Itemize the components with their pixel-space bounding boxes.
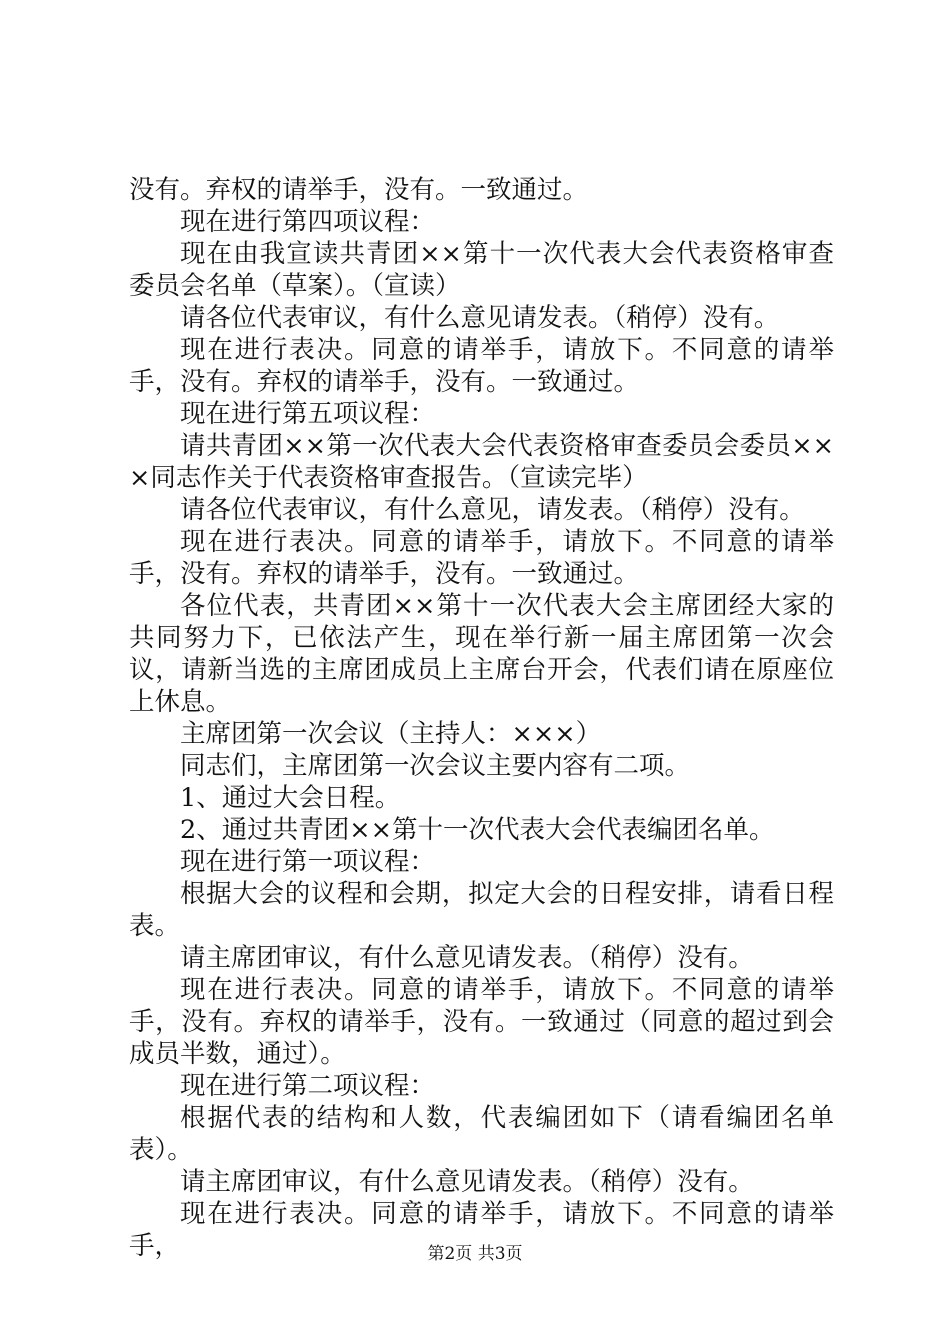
paragraph: 现在进行表决。同意的请举手，请放下。不同意的请举手，没有。弃权的请举手，没有。一致通过。	[129, 335, 834, 397]
paragraph: 主席团第一次会议（主持人：×××）	[180, 719, 602, 749]
paragraph: 现在进行第二项议程：	[180, 1071, 436, 1101]
paragraph: 各位代表，共青团××第十一次代表大会主席团经大家的共同努力下，已依法产生，现在举行新一届主席团第一次会议，请新当选的主席团成员上主席台开会，代表们请在原座位上休息。	[129, 591, 834, 717]
paragraph: 请各位代表审议，有什么意见，请发表。（稍停）没有。	[180, 495, 805, 525]
paragraph: 根据代表的结构和人数，代表编团如下（请看编团名单表）。	[129, 1103, 834, 1165]
document-body	[129, 174, 834, 1262]
paragraph: 请主席团审议，有什么意见请发表。（稍停）没有。	[180, 1167, 754, 1197]
paragraph: 现在进行表决。同意的请举手，请放下。不同意的请举手，没有。弃权的请举手，没有。一致通过（同意的超过到会成员半数，通过）。	[129, 975, 834, 1069]
paragraph: 现在进行第一项议程：	[180, 847, 436, 877]
paragraph: 请各位代表审议，有什么意见请发表。（稍停）没有。	[180, 303, 780, 333]
paragraph: 现在进行表决。同意的请举手，请放下。不同意的请举手，没有。弃权的请举手，没有。一致通过。	[129, 527, 834, 589]
paragraph: 现在由我宣读共青团××第十一次代表大会代表资格审查委员会名单（草案）。（宣读）	[129, 239, 834, 301]
paragraph: 根据大会的议程和会期，拟定大会的日程安排，请看日程表。	[129, 879, 834, 941]
paragraph: 现在进行第五项议程：	[180, 399, 436, 429]
paragraph: 同志们，主席团第一次会议主要内容有二项。	[180, 751, 691, 781]
paragraph: 现在进行第四项议程：	[180, 207, 436, 237]
paragraph: 现在进行表决。同意的请举手，请放下。不同意的请举手，	[129, 1199, 834, 1261]
paragraph: 2、通过共青团××第十一次代表大会代表编团名单。	[180, 815, 775, 845]
paragraph: 请主席团审议，有什么意见请发表。（稍停）没有。	[180, 943, 754, 973]
paragraph: 没有。弃权的请举手，没有。一致通过。	[129, 175, 589, 205]
page-footer: 第2页 共3页	[427, 1244, 523, 1264]
paragraph: 请共青团××第一次代表大会代表资格审查委员会委员×××同志作关于代表资格审查报告。（宣读完毕）	[129, 431, 834, 493]
paragraph: 1、通过大会日程。	[180, 783, 401, 813]
